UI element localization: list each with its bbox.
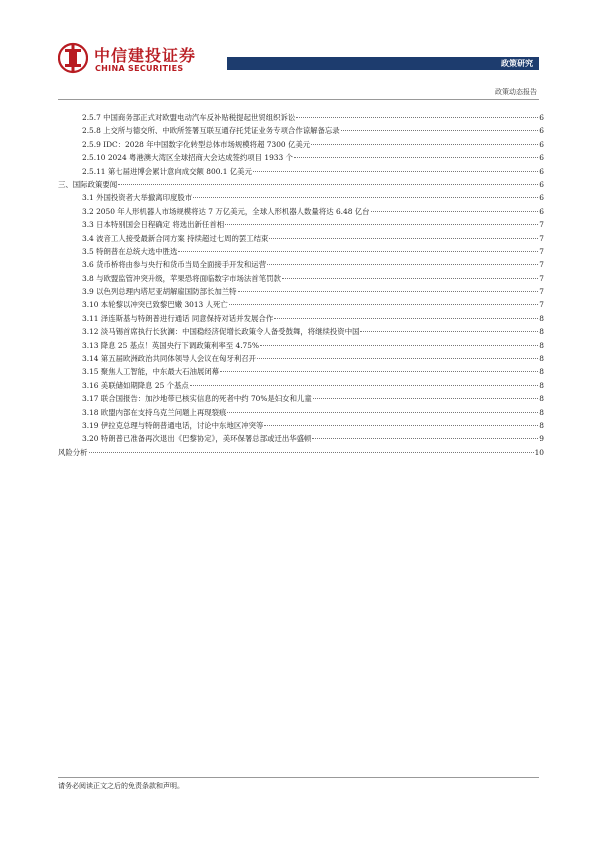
toc-leader-dots: [227, 412, 538, 413]
toc-leader-dots: [193, 197, 538, 198]
toc-entry-title: 3.8 与欧盟监管冲突升级，苹果恐将面临数字市场法首笔罚款: [82, 273, 281, 283]
logo-english-name: CHINA SECURITIES: [95, 64, 184, 73]
toc-entry-page: 6: [539, 113, 544, 122]
toc-entry-title: 2.5.10 2024 粤港澳大湾区全球招商大会达成签约项目 1933 个: [82, 153, 293, 163]
toc-entry[interactable]: [58, 406, 544, 419]
report-type: 政策动态报告: [495, 88, 537, 96]
toc-leader-dots: [238, 291, 539, 292]
toc-entry[interactable]: [58, 272, 544, 285]
toc-entry[interactable]: [58, 285, 544, 298]
toc-leader-dots: [260, 345, 538, 346]
toc-entry[interactable]: [58, 312, 544, 325]
toc-entry[interactable]: [58, 232, 544, 245]
toc-entry-page: 8: [539, 327, 544, 337]
footer-divider: [58, 777, 539, 778]
toc-entry-page: 7: [539, 260, 544, 270]
toc-entry-page: 6: [539, 166, 544, 176]
toc-leader-dots: [229, 304, 539, 305]
toc-leader-dots: [341, 130, 539, 131]
toc-entry[interactable]: [58, 325, 544, 338]
toc-entry-page: 6: [539, 193, 544, 203]
toc-entry-title: 2.5.9 IDC：2028 年中国数字化转型总体市场规模将超 7300 亿美元: [82, 139, 311, 149]
toc-entry-title: 3.16 美联储如期降息 25 个基点: [82, 380, 189, 390]
toc-entry[interactable]: [58, 419, 544, 432]
toc-entry[interactable]: [58, 352, 544, 365]
toc-leader-dots: [220, 371, 538, 372]
toc-entry[interactable]: [58, 365, 544, 378]
toc-leader-dots: [282, 278, 538, 279]
toc-entry-page: 8: [539, 354, 544, 364]
toc-entry-page: 6: [539, 139, 544, 149]
toc-leader-dots: [190, 385, 538, 386]
toc-entry-title: 3.17 联合国报告：加沙地带已核实信息的死者中约 70%是妇女和儿童: [82, 394, 312, 404]
toc-entry-title: 3.2 2050 年人形机器人市场规模将达 7 万亿美元，全球人形机器人数量将达 6.48 亿台: [82, 206, 370, 216]
toc-leader-dots: [269, 238, 538, 239]
toc-entry-title: 3.11 泽连斯基与特朗普进行通话 同意保持对话并发展合作: [82, 313, 274, 323]
toc-entry-page: 7: [539, 287, 544, 297]
toc-entry[interactable]: [58, 111, 544, 124]
toc-entry-page: 7: [539, 246, 544, 256]
logo-chinese-name: 中信建投证券: [94, 46, 197, 65]
toc-entry-title: 2.5.8 上交所与德交所、中欧所签署互联互通存托凭证业务专项合作谅解备忘录: [82, 126, 340, 136]
toc-leader-dots: [89, 452, 534, 453]
toc-entry[interactable]: [58, 258, 544, 271]
toc-leader-dots: [312, 438, 538, 439]
toc-leader-dots: [313, 398, 539, 399]
toc-leader-dots: [294, 157, 538, 158]
toc-entry-page: 8: [539, 420, 544, 430]
toc-entry-title: 3.5 特朗普在总统大选中胜选: [82, 246, 178, 256]
toc-entry[interactable]: [58, 379, 544, 392]
citic-logo-icon: [58, 40, 88, 76]
toc-entry-page: 7: [539, 233, 544, 243]
toc-entry-title: 3.1 外国投资者大举撤离印度股市: [82, 193, 193, 203]
toc-entry[interactable]: [58, 218, 544, 231]
section-label: 政策研究: [501, 59, 533, 68]
toc-entry-title: 风险分析: [58, 447, 88, 457]
toc-entry-page: 6: [539, 206, 544, 216]
toc-entry-page: 6: [539, 126, 544, 136]
toc-entry-page: 8: [539, 367, 544, 377]
toc-entry-title: 3.13 降息 25 基点！英国央行下调政策利率至 4.75%: [82, 340, 259, 350]
toc-entry[interactable]: [58, 178, 544, 191]
toc-entry-page: 9: [539, 434, 544, 444]
toc-leader-dots: [311, 144, 538, 145]
company-logo: [58, 40, 198, 80]
page-header: [0, 0, 595, 100]
header-band: [227, 57, 539, 70]
toc-entry-title: 3.19 伊拉克总理与特朗普通电话，讨论中东地区冲突等: [82, 420, 264, 430]
toc-entry[interactable]: [58, 446, 544, 459]
toc-entry[interactable]: [58, 339, 544, 352]
toc-leader-dots: [178, 251, 538, 252]
toc-entry[interactable]: [58, 124, 544, 137]
toc-entry-page: 10: [534, 447, 544, 457]
toc-entry-page: 8: [539, 394, 544, 404]
toc-entry-page: 8: [539, 407, 544, 417]
toc-leader-dots: [257, 358, 538, 359]
toc-entry-title: 3.14 第五届欧洲政治共同体领导人会议在匈牙利召开: [82, 354, 257, 364]
toc-entry-title: 2.5.7 中国商务部正式对欧盟电动汽车反补贴税提起世贸组织诉讼: [82, 113, 296, 122]
toc-entry-page: 8: [539, 313, 544, 323]
toc-entry-page: 8: [539, 380, 544, 390]
toc-entry[interactable]: [58, 432, 544, 445]
toc-entry-page: 6: [539, 179, 544, 189]
toc-entry[interactable]: [58, 138, 544, 151]
footer-disclaimer: 请务必阅读正文之后的免责条款和声明。: [58, 782, 184, 790]
toc-leader-dots: [253, 171, 538, 172]
toc-entry-title: 3.6 货币桥将由参与央行和货币当局全面接手开发和运营: [82, 260, 267, 270]
toc-entry[interactable]: [58, 245, 544, 258]
toc-entry-page: 7: [539, 300, 544, 310]
toc-entry[interactable]: [58, 151, 544, 164]
toc-entry-title: 3.18 欧盟内部在支持乌克兰问题上再现裂痕: [82, 407, 227, 417]
toc-entry-title: 2.5.11 第七届进博会累计意向成交额 800.1 亿美元: [82, 166, 252, 176]
toc-entry-title: 3.9 以色列总理内塔尼亚胡解雇国防部长加兰特: [82, 287, 237, 297]
toc-leader-dots: [264, 425, 538, 426]
toc-leader-dots: [274, 318, 538, 319]
toc-leader-dots: [371, 211, 539, 212]
toc-entry[interactable]: [58, 298, 544, 311]
toc-entry-title: 3.10 本轮黎以冲突已致黎巴嫩 3013 人死亡: [82, 300, 228, 310]
toc-entry[interactable]: [58, 165, 544, 178]
toc-entry-page: 8: [539, 340, 544, 350]
toc-entry[interactable]: [58, 392, 544, 405]
header-divider: [58, 99, 539, 100]
toc-entry-title: 3.20 特朗普已准备再次退出《巴黎协定》，美环保署总部或迁出华盛顿: [82, 434, 312, 444]
toc-leader-dots: [118, 184, 538, 185]
toc-entry-title: 3.12 淡马锡首席执行长狄澜：中国稳经济促增长政策令人备受鼓舞，将继续投资中国: [82, 327, 360, 337]
toc-entry-page: 7: [539, 220, 544, 230]
toc-leader-dots: [360, 331, 538, 332]
toc-entry-title: 三、国际政策要闻: [58, 179, 118, 189]
toc-leader-dots: [225, 224, 538, 225]
toc-entry-page: 6: [539, 153, 544, 163]
toc-entry-title: 3.4 波音工人接受最新合同方案 持续超过七周的罢工结束: [82, 233, 269, 243]
toc-entry[interactable]: [58, 205, 544, 218]
toc-leader-dots: [296, 117, 538, 118]
toc-entry-title: 3.15 聚焦人工智能，中东最大石油展闭幕: [82, 367, 220, 377]
toc-leader-dots: [267, 264, 538, 265]
toc-entry-title: 3.3 日本特别国会日程确定 将选出新任首相: [82, 220, 225, 230]
toc-entry-page: 7: [539, 273, 544, 283]
table-of-contents: [58, 111, 544, 459]
toc-entry[interactable]: [58, 191, 544, 204]
